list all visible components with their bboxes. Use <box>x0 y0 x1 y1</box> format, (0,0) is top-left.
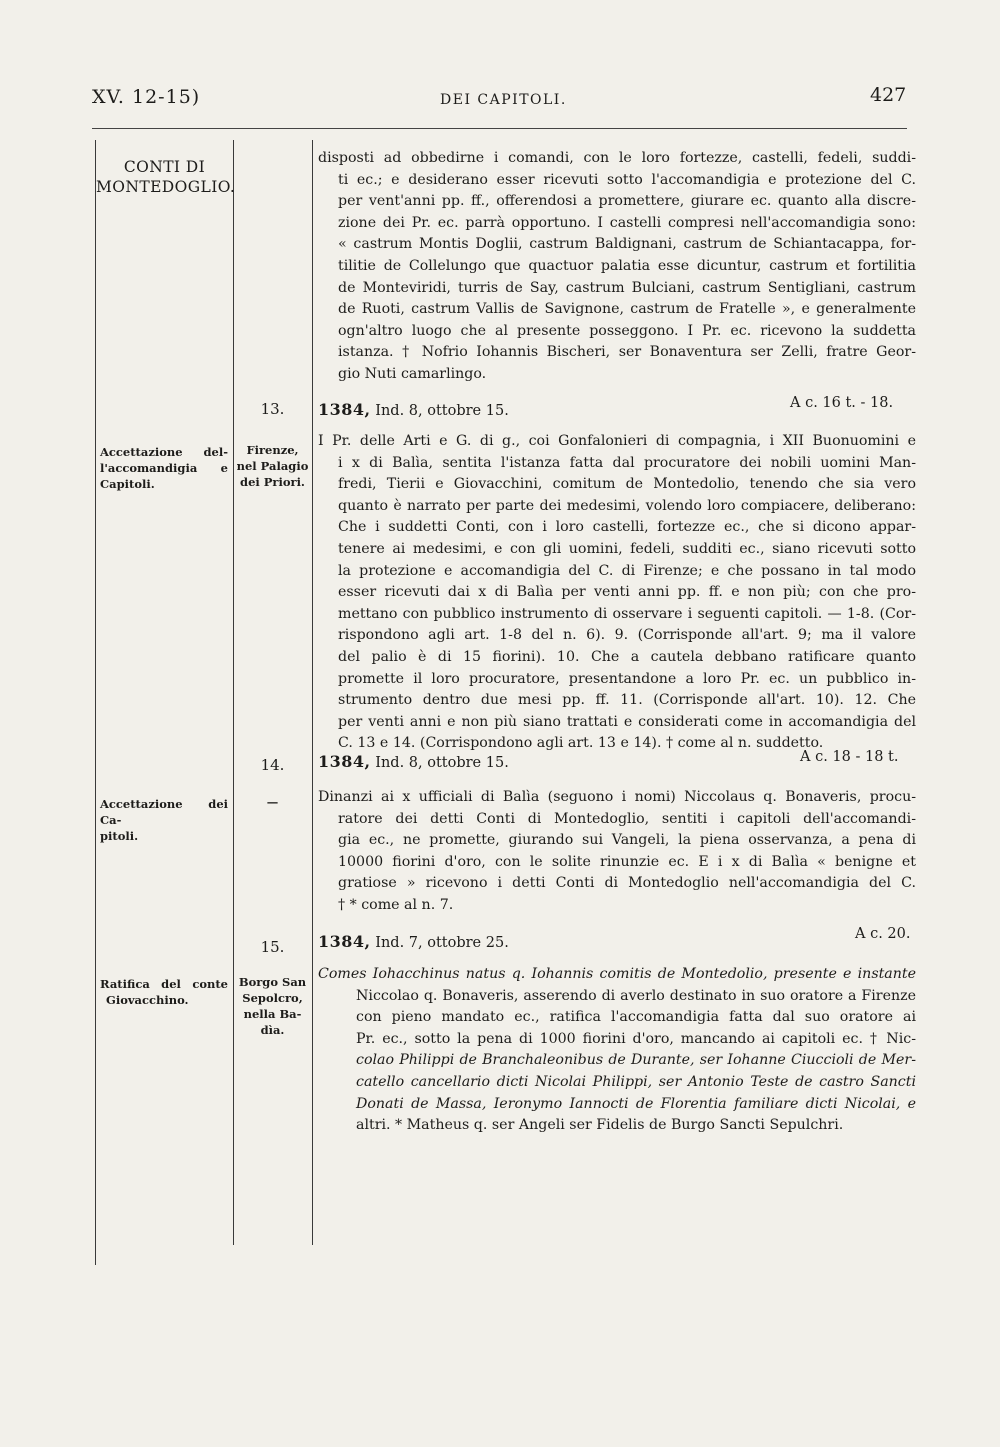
text-line: « castrum Montis Doglii, castrum Baldignani, castrum de Schiantacappa, for- <box>338 236 916 253</box>
entry-year: 1384, <box>318 752 371 771</box>
entry-date <box>318 932 509 951</box>
text-line: del palio è di 15 fiorini). 10. Che a cautela debbano ratificare quanto <box>338 648 916 665</box>
entry-date-rest: Ind. 7, ottobre 25. <box>375 935 509 951</box>
column-rule-right <box>312 140 313 1245</box>
entry-number: 15. <box>260 938 285 956</box>
text-line: mettano con pubblico instrumento di osservare i seguenti capitoli. — 1-8. (Cor- <box>338 605 916 622</box>
text-line: gio Nuti camarlingo. <box>338 365 487 382</box>
text-line: tenere ai medesimi, e con gli uomini, fedeli, sudditi ec., siano ricevuti sotto <box>338 540 916 557</box>
text-line: per vent'anni pp. ff., offerendosi a promettere, giurare ec. quanto alla discre- <box>338 193 916 210</box>
section-title-line: CONTI DI <box>123 158 206 176</box>
text-line: fredi, Tierii e Giovacchini, comitum de Montedolio, tenendo che sia vero <box>338 476 916 493</box>
text-line: ti ec.; e desiderano esser ricevuti sotto l'accomandigia e protezione del C. <box>338 171 916 188</box>
text-line: zione dei Pr. ec. parrà opportuno. I castelli compresi nell'accomandigia sono: <box>338 214 916 231</box>
page-number: 427 <box>870 84 907 106</box>
archive-reference: A c. 16 t. - 18. <box>790 395 894 411</box>
text-line: 10000 fiorini d'oro, con le solite rinunzie ec. E i x di Balìa « benigne et <box>338 853 916 870</box>
margin-note <box>100 796 228 844</box>
text-line: Donati de Massa, Ieronymo Iannocti de Florentia familiare dicti Nicolai, e <box>356 1095 916 1112</box>
margin-note <box>100 976 228 1008</box>
place-note-line: dei Priori. <box>240 475 305 489</box>
place-note-line: dìa. <box>260 1023 285 1037</box>
margin-note-line: l'accomandigia e <box>100 461 228 475</box>
entry-date-rest: Ind. 8, ottobre 15. <box>375 403 509 419</box>
margin-note-line: Giovacchino. <box>106 993 189 1007</box>
text-line: tilitie de Collelungo que quactuor palatia esse dicuntur, castrum et fortilitia <box>338 257 916 274</box>
margin-note <box>100 444 228 492</box>
place-note <box>236 442 309 490</box>
text-line: quanto è narrato per parte dei medesimi, volendo loro compiacere, deliberano: <box>338 497 916 514</box>
text-line: Comes Iohacchinus natus q. Iohannis comitis de Montedolio, presente e instante <box>318 966 916 982</box>
text-line: † * come al n. 7. <box>338 896 454 913</box>
text-line: rispondono agli art. 1-8 del n. 6). 9. (Corrisponde all'art. 9; ma il valore <box>338 627 916 644</box>
text-line: istanza. † Nofrio Iohannis Bischeri, ser Bonaventura ser Zelli, fratre Geor- <box>338 344 916 361</box>
entry-date <box>318 400 509 419</box>
text-line: con pieno mandato ec., ratifica l'accomandigia fatta dal suo oratore ai <box>356 1009 916 1026</box>
archive-reference: A c. 20. <box>855 926 911 942</box>
place-note <box>236 794 309 810</box>
margin-note-line: Accettazione del- <box>100 445 228 459</box>
entry-number: 13. <box>260 400 285 418</box>
text-line: de Monteviridi, turris de Say, castrum Bulciani, castrum Sentigliani, castrum <box>338 279 916 296</box>
text-line: catello cancellario dicti Nicolai Philippi, ser Antonio Teste de castro Sancti <box>356 1073 916 1090</box>
entry-date <box>318 752 509 771</box>
place-note <box>236 974 309 1038</box>
continuation-paragraph <box>318 148 916 386</box>
text-line: colao Philippi de Branchaleonibus de Durante, ser Iohanne Ciuccioli de Mer- <box>356 1052 916 1069</box>
header-rule <box>92 128 907 129</box>
text-line: I Pr. delle Arti e G. di g., coi Gonfalonieri di compagnia, i XII Buonuomini e <box>318 433 916 449</box>
text-line: la protezione e accomandigia del C. di Firenze; e che possano in tal modo <box>338 562 916 579</box>
text-line: i x di Balìa, sentita l'istanza fatta dal procuratore dei nobili uomini Man- <box>338 454 916 471</box>
text-line: esser ricevuti dai x di Balìa per venti anni pp. ff. e non più; con che pro- <box>338 584 916 601</box>
entry-paragraph <box>318 431 916 755</box>
text-line: Dinanzi ai x ufficiali di Balìa (seguono i nomi) Niccolaus q. Bonaveris, procu- <box>318 789 916 805</box>
place-note-line: nella Ba- <box>243 1007 302 1021</box>
text-line: C. 13 e 14. (Corrispondono agli art. 13 e 14). † come al n. suddetto. <box>338 735 824 752</box>
entry-paragraph <box>318 964 916 1137</box>
column-rule-middle <box>233 140 234 1245</box>
place-note-line: — <box>266 795 279 809</box>
margin-note-line: Ratifica del conte <box>100 977 228 991</box>
text-line: strumento dentro due mesi pp. ff. 11. (Corrisponde all'art. 10). 12. Che <box>338 692 916 709</box>
place-note-line: nel Palagio <box>236 459 309 473</box>
section-title-line: MONTEDOGLIO. <box>96 178 236 196</box>
section-title <box>96 157 236 197</box>
archive-reference: A c. 18 - 18 t. <box>800 749 899 765</box>
text-line: promette il loro procuratore, presentandone a loro Pr. ec. un pubblico in- <box>338 670 916 687</box>
margin-note-line: Capitoli. <box>100 477 155 491</box>
text-line: per venti anni e non più siano trattati e considerati come in accomandigia del <box>338 713 916 730</box>
text-line: Pr. ec., sotto la pena di 1000 fiorini d'oro, mancando ai capitoli ec. † Nic- <box>356 1030 916 1047</box>
text-line: de Ruoti, castrum Vallis de Savignone, castrum de Fratelle », e generalmente <box>338 301 916 318</box>
text-line: disposti ad obbedirne i comandi, con le loro fortezze, castelli, fedeli, suddi- <box>318 150 916 166</box>
text-line: gratiose » ricevono i detti Conti di Montedoglio nell'accomandigia del C. <box>338 875 916 892</box>
running-header-title: DEI CAPITOLI. <box>440 92 567 108</box>
running-header-left: XV. 12-15) <box>92 86 201 108</box>
entry-date-rest: Ind. 8, ottobre 15. <box>375 755 509 771</box>
place-note-line: Firenze, <box>246 443 299 457</box>
entry-paragraph <box>318 787 916 917</box>
text-line: gia ec., ne promette, giurando sui Vangeli, la piena osservanza, a pena di <box>338 832 916 849</box>
text-line: ratore dei detti Conti di Montedoglio, sentiti i capitoli dell'accomandi- <box>338 810 916 827</box>
place-note-line: Sepolcro, <box>242 991 303 1005</box>
column-rule-left <box>95 140 96 1265</box>
margin-note-line: pitoli. <box>100 829 139 843</box>
text-line: Niccolao q. Bonaveris, asserendo di averlo destinato in suo oratore a Firenze <box>356 987 916 1004</box>
text-line: altri. * Matheus q. ser Angeli ser Fidelis de Burgo Sancti Sepulchri. <box>356 1117 844 1134</box>
entry-year: 1384, <box>318 400 371 419</box>
text-line: ogn'altro luogo che al presente posseggono. I Pr. ec. ricevono la suddetta <box>338 322 916 339</box>
text-line: Che i suddetti Conti, con i loro castelli, fortezze ec., che si dicono appar- <box>338 519 916 536</box>
entry-year: 1384, <box>318 932 371 951</box>
place-note-line: Borgo San <box>238 975 307 989</box>
entry-number: 14. <box>260 756 285 774</box>
margin-note-line: Accettazione dei Ca- <box>100 797 228 827</box>
